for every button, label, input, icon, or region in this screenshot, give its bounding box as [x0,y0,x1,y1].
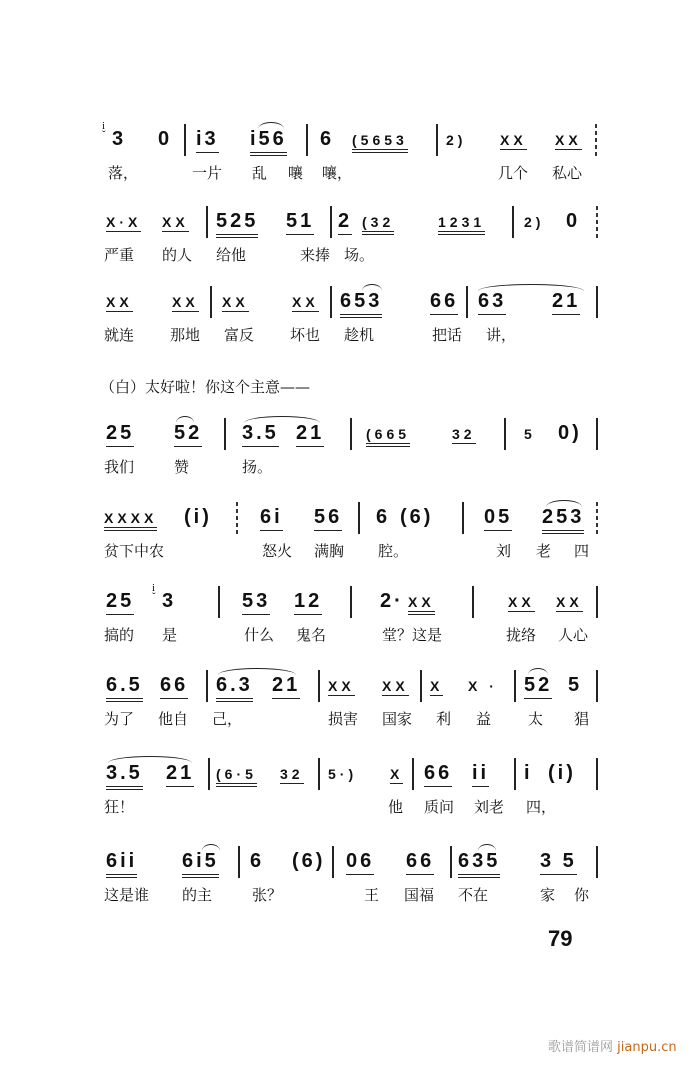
page-number: 79 [548,926,573,951]
lyric: 这是谁 [104,886,150,904]
note: 5·) [328,766,358,782]
note: i3 [196,128,219,153]
note: (i) [184,506,212,528]
grace-note: i ˇ [102,120,106,141]
lyric: 落， [108,164,139,182]
barline [596,586,598,618]
lyric: 的主 [182,886,213,904]
note: 66 [424,762,452,787]
barline [218,586,220,618]
note: XX [555,132,582,148]
barline [596,670,598,702]
barline [596,206,598,238]
lyric: 损害 [328,710,359,728]
barline [206,670,208,702]
score-system-7 [100,664,602,734]
note: 0) [558,422,582,444]
note: X [390,766,404,782]
lyric: 的人 [162,246,193,264]
lyric: 刘老 [474,798,505,816]
note: 6i5 [182,850,219,878]
note: XXXX [104,510,157,531]
lyric: 国福 [404,886,435,904]
score-system-1 [100,118,602,188]
lyric: 猖 [574,710,590,728]
lyric: 你 [574,886,590,904]
barline [504,418,506,450]
note: 66 [160,674,188,699]
note: 25 [106,422,134,447]
barline [450,846,452,878]
note: (6·5 [216,766,257,787]
note: 21 [296,422,324,447]
lyric: 嚷， [322,164,353,182]
note: XX [292,294,319,310]
lyric: 张？ [252,886,283,904]
barline [514,758,516,790]
lyric: 就连 [104,326,135,344]
note: 32 [452,426,476,442]
lyric: 拢络 [506,626,537,644]
barline [358,502,360,534]
note: 25 [106,590,134,615]
note: 653 [340,290,382,318]
note: (32 [362,214,394,235]
lyric: 人心 [558,626,589,644]
lyric: 家 [540,886,556,904]
barline [332,846,334,878]
note: 3.5 [242,422,279,447]
barline [318,758,320,790]
lyric: 讲， [486,326,517,344]
note: 52 [174,422,202,447]
note: 1231 [438,214,485,235]
barline [238,846,240,878]
barline [596,286,598,318]
note: 3 5 [540,850,577,875]
lyric: 富反 [224,326,255,344]
note: 66 [430,290,458,315]
lyric: 质问 [424,798,455,816]
lyric: 什么 [244,626,275,644]
note: 53 [242,590,270,615]
barline [350,418,352,450]
note: XX [382,678,409,694]
note: 2· [380,590,404,612]
lyric: 一片 [192,164,223,182]
lyric: 堂？这是 [382,626,443,644]
note: XX [162,214,189,230]
spoken-line: （白）太好啦！你这个主意—— [100,378,311,396]
barline [472,586,474,618]
note: 6i [260,506,283,531]
lyric: 满胸 [314,542,345,560]
note: XX [556,594,583,610]
note: 12 [294,590,322,615]
barline [596,758,598,790]
watermark [548,1036,677,1055]
note: 52 [524,674,552,699]
barline [350,586,352,618]
score-system-4 [100,412,602,482]
note: 21 [166,762,194,787]
barline [512,206,514,238]
lyric: 场。 [344,246,375,264]
note: 0 [158,128,173,150]
lyric: 鬼名 [296,626,327,644]
note: 2 [338,210,352,235]
lyric: 怒火 [262,542,293,560]
score-system-3 [100,280,602,350]
note: 253 [542,506,584,534]
lyric: 我们 [104,458,135,476]
lyric: 把话 [432,326,463,344]
note: 3 [162,590,177,612]
note: 6ii [106,850,137,878]
lyric: 扬。 [242,458,273,476]
note: 5 [568,674,583,696]
note: 0 [566,210,581,232]
lyric: 太 [528,710,544,728]
note: 2) [524,214,545,230]
barline [514,670,516,702]
note: i [524,762,533,784]
score-system-5 [100,496,602,566]
note: 56 [314,506,342,531]
note: XX [106,294,133,310]
lyric: 严重 [104,246,135,264]
note: ii [472,762,489,787]
lyric: 趁机 [344,326,375,344]
barline [236,502,238,534]
note: 21 [272,674,300,699]
note: XX [328,678,355,694]
barline [596,418,598,450]
lyric: 腔。 [378,542,409,560]
barline [462,502,464,534]
barline [224,418,226,450]
note: 635 [458,850,500,878]
lyric: 王 [364,886,380,904]
score-system-6 [100,580,602,650]
barline [330,286,332,318]
lyric: 利 [436,710,452,728]
note: 66 [406,850,434,875]
note: 5 [524,426,536,442]
note: 6.3 [216,674,253,702]
note: 51 [286,210,314,235]
barline [330,206,332,238]
note: (665 [366,426,410,447]
lyric: 私心 [552,164,583,182]
watermark-en: jianpu.cn [617,1040,677,1055]
barline [206,206,208,238]
barline [436,124,438,156]
note: 6 [320,128,335,150]
note: (i) [548,762,576,784]
note: X · [468,678,498,694]
barline [596,502,598,534]
barline [318,670,320,702]
barline [306,124,308,156]
barline [466,286,468,318]
lyric: 老 [536,542,552,560]
score-system-8 [100,752,602,822]
lyric: 赞 [174,458,190,476]
note: XX [500,132,527,148]
note: XX [222,294,249,310]
lyric: 为了 [104,710,135,728]
lyric: 乱 [252,164,268,182]
lyric: 几个 [498,164,529,182]
lyric: 贫下中农 [104,542,165,560]
note: 6 [250,850,265,872]
lyric: 那地 [170,326,201,344]
score-system-2 [100,200,602,270]
note: XX [508,594,535,610]
grace-note: i ˇ [152,582,156,603]
lyric: 刘 [496,542,512,560]
note: 525 [216,210,258,238]
note: 3 [112,128,127,150]
lyric: 是 [162,626,178,644]
lyric: 嚷 [288,164,304,182]
barline [596,846,598,878]
lyric: 坏也 [290,326,321,344]
lyric: 搞的 [104,626,135,644]
lyric: 狂！ [104,798,135,816]
barline [210,286,212,318]
note: 6.5 [106,674,143,702]
lyric: 不在 [458,886,489,904]
lyric: 四 [574,542,590,560]
lyric: 国家 [382,710,413,728]
note: X·X [106,214,142,230]
note: (6) [292,850,326,872]
note: 63 [478,290,506,315]
note: XX [172,294,199,310]
note: 06 [346,850,374,875]
note: 32 [280,766,304,782]
note: 3.5 [106,762,143,790]
lyric: 他 [388,798,404,816]
lyric: 来捧 [300,246,331,264]
note: 21 [552,290,580,315]
score-system-9 [100,840,602,910]
note: 05 [484,506,512,531]
note: 6 [376,506,391,528]
note: X [430,678,444,694]
barline [412,758,414,790]
barline [420,670,422,702]
lyric: 益 [476,710,492,728]
note: (6) [400,506,434,528]
lyric: 给他 [216,246,247,264]
lyric: 己， [212,710,243,728]
barline [595,124,597,156]
barline [184,124,186,156]
barline [208,758,210,790]
note: (5653 [352,132,408,153]
lyric: 他自 [158,710,189,728]
watermark-cn: 歌谱简谱网 [548,1040,614,1055]
lyric: 四， [526,798,557,816]
note: 2) [446,132,467,148]
note: XX [408,594,435,615]
note: i56 [250,128,287,156]
